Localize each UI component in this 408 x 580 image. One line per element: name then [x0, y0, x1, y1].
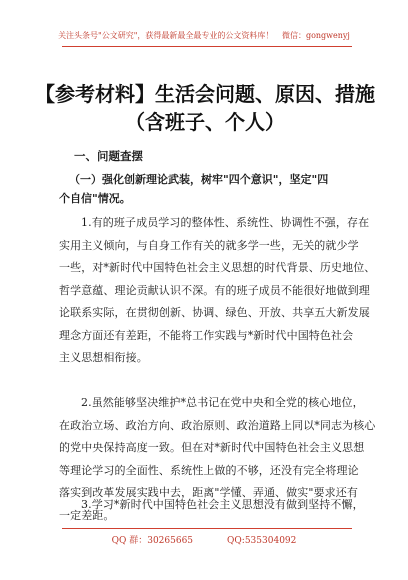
header-wechat: 微信：gongwenyj — [281, 31, 350, 40]
paragraph-line: 在政治立场、政治方向、政治原则、政治道路上同以*同志为核心 — [59, 418, 376, 432]
page-header — [0, 30, 408, 41]
paragraph-line: 3.学习*新时代中国特色社会主义思想没有做到坚持不懈， — [81, 498, 364, 511]
paragraph-line: 落实到改革发展实践中去，距离"学懂、弄通、做实"要求还有 — [59, 486, 358, 499]
paragraph-line: 实用主义倾向，与自身工作有关的就多学一些，无关的就少学 — [59, 238, 359, 252]
paragraph-line: 哲学意蕴、理论贡献认识不深。有的班子成员不能很好地做到理 — [59, 283, 370, 297]
paragraph-line: 一定差距。 — [59, 508, 115, 522]
paragraph-line: 理念方面还有差距，不能将工作实践与*新时代中国特色社会 — [59, 328, 354, 342]
footer-divider — [62, 528, 352, 529]
paragraph-line: 1.有的班子成员学习的整体性、系统性、协调性不强，存在 — [81, 216, 370, 229]
paragraph-line: 论联系实际，在贯彻创新、协调、绿色、开放、共享五大新发展 — [59, 306, 370, 319]
header-divider — [62, 46, 352, 47]
footer-qq-group: QQ 群：30265665 — [111, 536, 194, 546]
page-footer — [0, 533, 408, 546]
header-notice: 关注头条号"公文研究"，获得最新最全最专业的公文资料库！ — [58, 31, 274, 40]
footer-qq: QQ:535304092 — [227, 536, 297, 546]
paragraph-line: 一些，对*新时代中国特色社会主义思想的时代背景、历史地位、 — [59, 261, 376, 274]
subheading-line-1: （一）强化创新理论武装，树牢"四个意识"，坚定"四 — [69, 173, 329, 186]
paragraph-3 — [59, 494, 364, 517]
paragraph-line: 2.虽然能够坚决维护*总书记在党中央和全党的核心地位， — [81, 396, 364, 409]
paragraph-line: 主义思想相衔接。 — [59, 351, 148, 364]
section-subheading — [59, 170, 369, 208]
paragraph-line: 的党中央保持高度一致。但在对*新时代中国特色社会主义思想 — [59, 441, 365, 454]
paragraph-1 — [59, 212, 376, 370]
paragraph-line: 等理论学习的全面性、系统性上做的不够，还没有完全将理论 — [59, 463, 359, 477]
document-title: 【参考材料】生活会问题、原因、措施（含班子、个人） — [35, 82, 375, 134]
section-heading: 一、问题查摆 — [74, 149, 143, 163]
subheading-line-2: 个自信"情况。 — [59, 192, 131, 205]
